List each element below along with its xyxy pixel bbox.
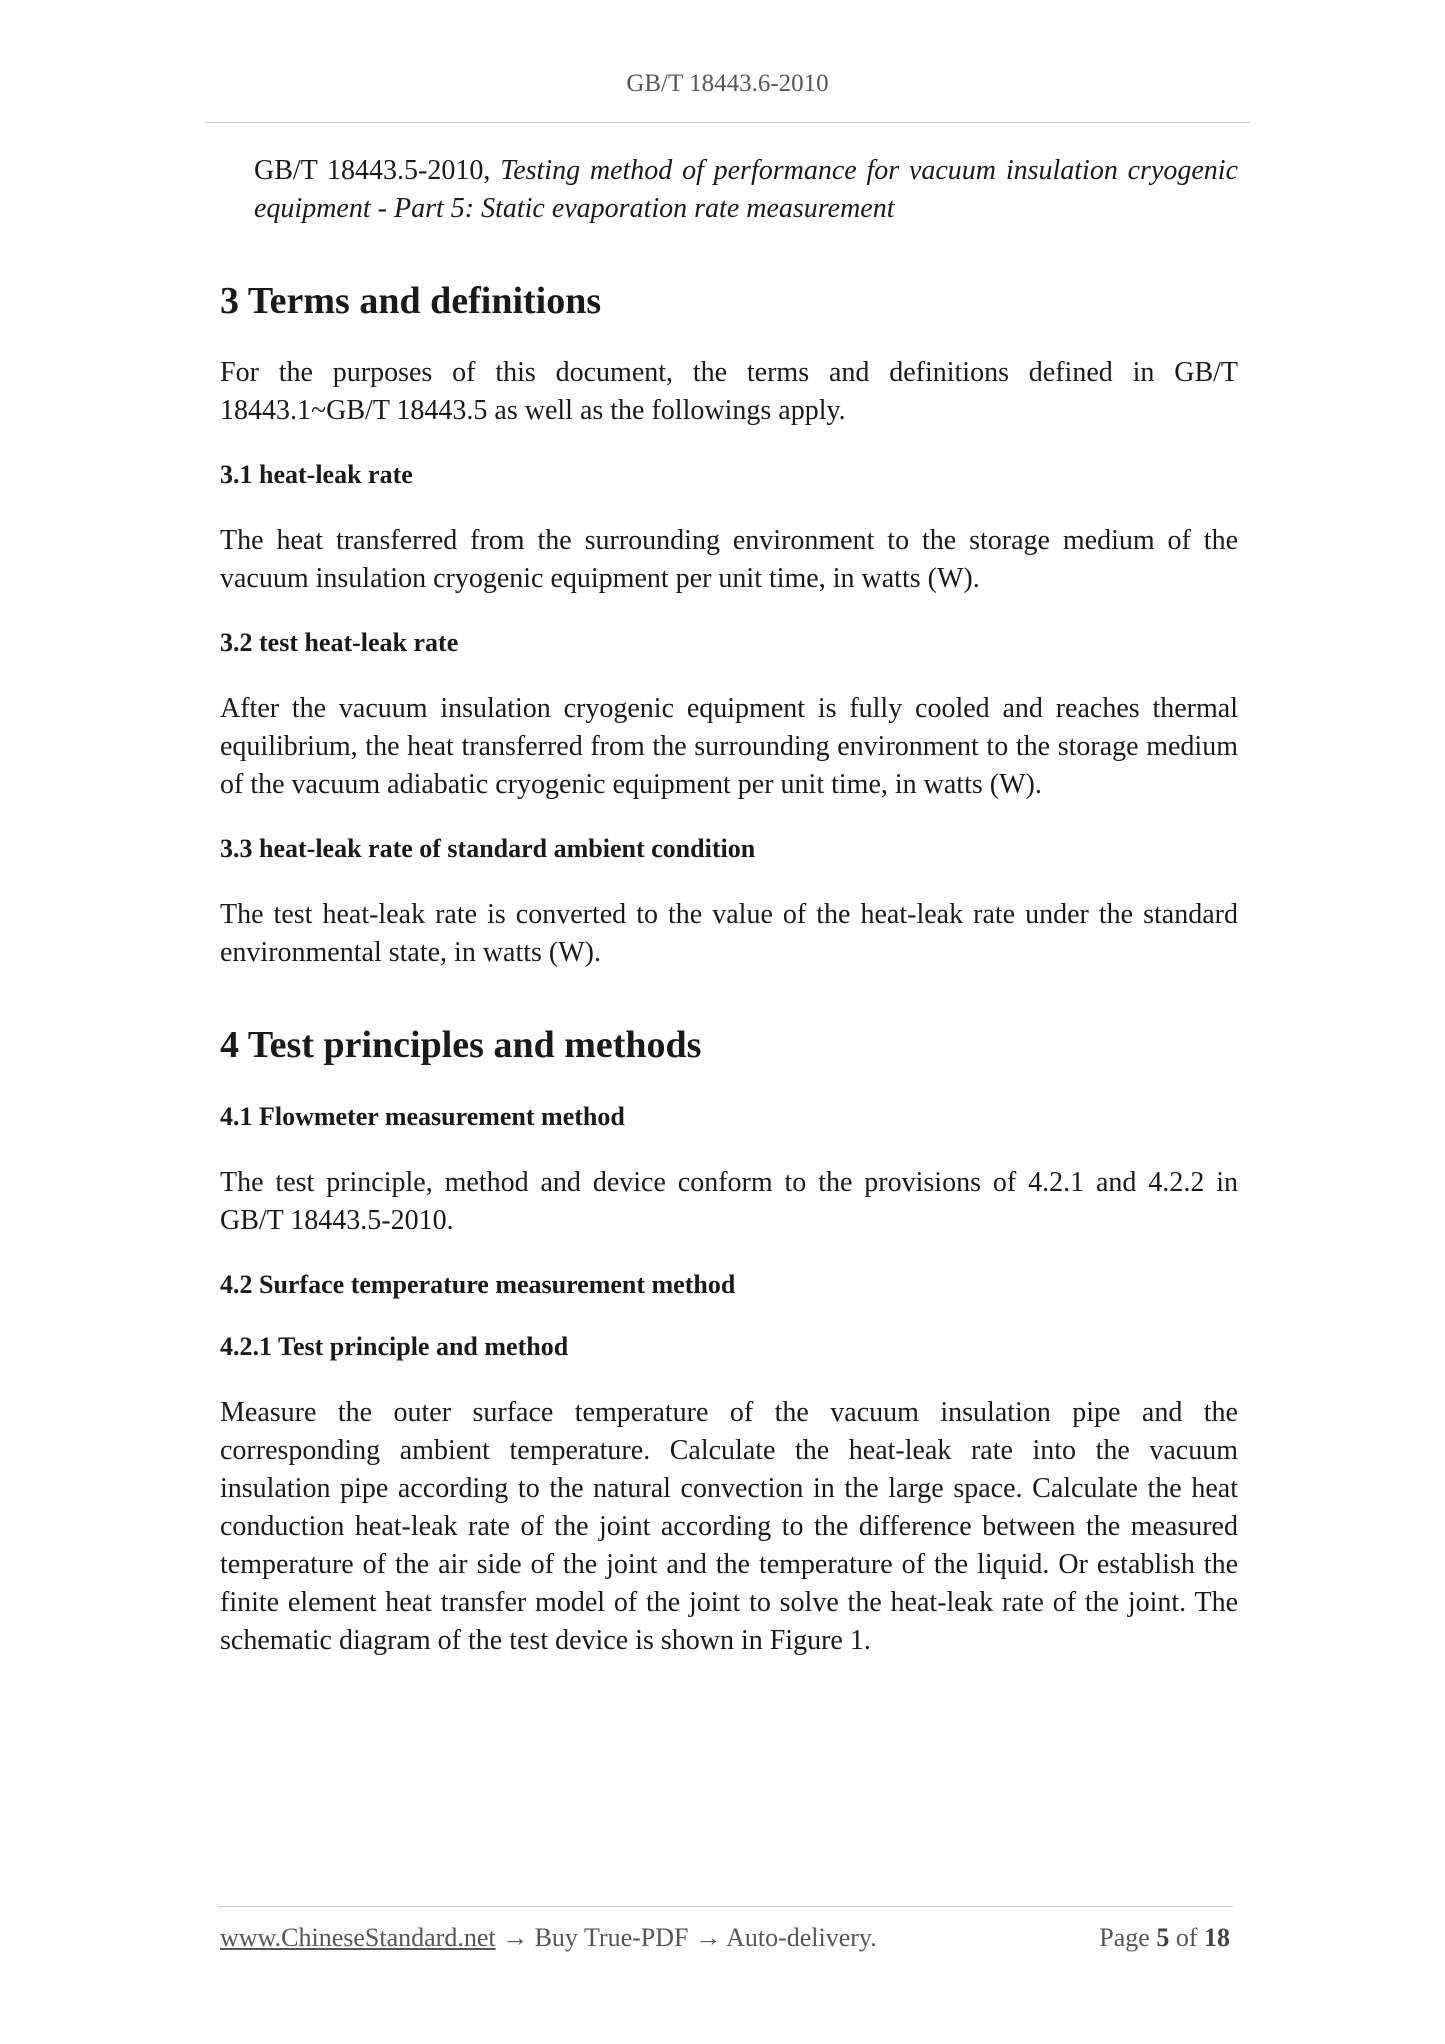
section-3-1-heading: 3.1 heat-leak rate	[220, 460, 413, 489]
arrow-right-icon: →	[695, 1923, 721, 1952]
page-total: 18	[1204, 1923, 1230, 1952]
section-3-1-text: The heat transferred from the surrounding environment to the storage medium of the vacuum insulation cryogenic equipment per unit time, in watts (W).	[220, 525, 1238, 594]
section-4-2-1-text: Measure the outer surface temperature of the vacuum insulation pipe and the corresponding ambient temperature. Calculate the heat-leak rate into the vacuum insulation pipe according to the natural convection in the large space. Calculate the heat conduction heat-leak rate of the joint according to the difference between the measured temperature of the air side of the joint and the temperature of the liquid. Or establish the finite element heat transfer model of the joint to solve the heat-leak rate of the joint. The schematic diagram of the test device is shown in Figure 1.	[220, 1397, 1238, 1656]
page-number	[1099, 1923, 1230, 1953]
section-3-2-text: After the vacuum insulation cryogenic equipment is fully cooled and reaches thermal equilibrium, the heat transferred from the surrounding environment to the storage medium of the vacuum adiabatic cryogenic equipment per unit time, in watts (W).	[220, 693, 1238, 800]
section-4-heading: 4 Test principles and methods	[220, 1024, 702, 1066]
section-4-2-heading: 4.2 Surface temperature measurement method	[220, 1270, 736, 1299]
section-4-1-heading: 4.1 Flowmeter measurement method	[220, 1102, 625, 1131]
buy-true-pdf-text: Buy True-PDF	[534, 1923, 689, 1952]
footer-divider	[218, 1906, 1233, 1907]
section-4-2-1-heading: 4.2.1 Test principle and method	[220, 1332, 569, 1361]
section-3-2-heading: 3.2 test heat-leak rate	[220, 628, 459, 657]
header-divider	[205, 122, 1250, 123]
section-3-3-text: The test heat-leak rate is converted to the value of the heat-leak rate under the standard environmental state, in watts (W).	[220, 899, 1238, 968]
chinesestandard-link[interactable]: www.ChineseStandard.net	[220, 1923, 496, 1952]
auto-delivery-text: Auto-delivery.	[726, 1923, 877, 1952]
page-header: GB/T 18443.6-2010	[626, 70, 829, 97]
page-current: 5	[1156, 1923, 1170, 1952]
reference-code: GB/T 18443.5-2010,	[254, 155, 491, 186]
document-body	[220, 152, 1238, 1660]
section-3-3-heading: 3.3 heat-leak rate of standard ambient condition	[220, 834, 756, 863]
section-4-1-text: The test principle, method and device conform to the provisions of 4.2.1 and 4.2.2 in GB/T 18443.5-2010.	[220, 1167, 1238, 1236]
page-footer	[220, 1923, 1230, 1953]
section-3-heading: 3 Terms and definitions	[220, 280, 602, 322]
reference-title: Testing method of performance for vacuum insulation cryogenic equipment - Part 5: Static evaporation rate measurement	[254, 155, 1239, 224]
normative-reference	[254, 152, 1238, 228]
page-label: Page	[1099, 1923, 1150, 1952]
arrow-right-icon: →	[502, 1923, 529, 1952]
section-3-intro: For the purposes of this document, the terms and definitions defined in GB/T 18443.1~GB/T 18443.5 as well as the followings apply.	[220, 357, 1238, 426]
page-of: of	[1175, 1923, 1198, 1952]
